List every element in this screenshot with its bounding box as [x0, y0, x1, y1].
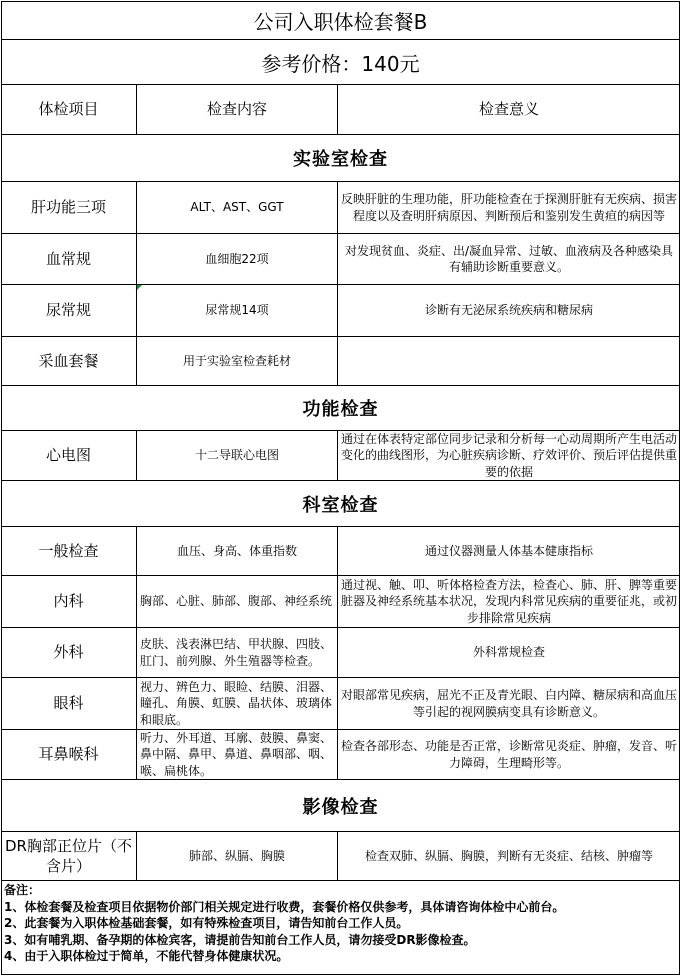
- row-meaning: 检查各部形态、功能是否正常，诊断常见炎症、肿瘤，发音、听力障碍，生理畸形等。: [341, 739, 678, 770]
- row-item: 眼科: [1, 678, 137, 729]
- header-content: 检查内容: [137, 85, 338, 134]
- table-row: [1, 730, 680, 780]
- row-meaning: [338, 337, 680, 385]
- table-row: [1, 678, 680, 730]
- reference-price: 参考价格：140元: [1, 40, 680, 85]
- cell-comment-marker: [137, 285, 142, 290]
- row-item: 采血套餐: [1, 337, 137, 385]
- row-item: 血常规: [1, 234, 137, 284]
- row-meaning: 对发现贫血、炎症、出/凝血异常、过敏、血液病及各种感染具有辅助诊断重要意义。: [344, 243, 674, 274]
- row-content: 尿常规14项: [137, 285, 338, 336]
- row-meaning: 外科常规检查: [472, 645, 545, 660]
- table-row: [1, 527, 680, 576]
- row-content: 肺部、纵膈、胸膜: [137, 832, 338, 880]
- row-meaning: 通过在体表特定部位同步记录和分析每一心动周期所产生电活动变化的曲线图形，为心脏疾病诊断、疗效评价、预后评估提供重要的依据: [341, 432, 678, 479]
- table-row: [1, 285, 680, 337]
- table-row: [1, 182, 680, 234]
- row-item: 心电图: [1, 431, 137, 480]
- note-item: 1、体检套餐及检查项目依据物价部门相关规定进行收费，套餐价格仅供参考，具体请咨询体检中心前台。: [4, 899, 565, 914]
- section-lab: 实验室检查: [1, 135, 680, 182]
- notes: [4, 882, 676, 965]
- section-imaging: 影像检查: [1, 780, 680, 832]
- row-content: 胸部、心脏、肺部、腹部、神经系统: [137, 576, 338, 627]
- table-header: [1, 85, 680, 135]
- header-item: 体检项目: [1, 85, 137, 134]
- notes-heading: 备注：: [4, 883, 41, 897]
- row-content: 十二导联心电图: [137, 431, 338, 480]
- row-meaning: 对眼部常见疾病，屈光不正及青光眼、白内障、糖尿病和高血压等引起的视网膜病变具有诊断意义。: [341, 688, 678, 719]
- row-content: 用于实验室检查耗材: [137, 337, 338, 385]
- row-meaning: 检查双肺、纵膈、胸膜，判断有无炎症、结核、肿瘤等: [364, 848, 653, 863]
- header-meaning: 检查意义: [478, 100, 539, 119]
- row-content: 皮肤、浅表淋巴结、甲状腺、四肢、肛门、前列腺、外生殖器等检查。: [137, 628, 338, 677]
- row-item: 耳鼻喉科: [1, 730, 137, 779]
- table-row: [1, 576, 680, 628]
- table-row: [1, 337, 680, 386]
- row-meaning: 通过仪器测量人体基本健康指标: [424, 543, 593, 558]
- row-item: 尿常规: [1, 285, 137, 336]
- row-item: 外科: [1, 628, 137, 677]
- row-meaning: 诊断有无泌尿系统疾病和糖尿病: [424, 303, 593, 318]
- row-item: DR胸部正位片（不含片）: [1, 832, 137, 880]
- table-row: [1, 431, 680, 481]
- table-row: [1, 628, 680, 678]
- page-title: 公司入职体检套餐B: [1, 1, 680, 40]
- note-item: 4、由于入职体检过于简单，不能代替身体健康状况。: [4, 949, 289, 963]
- row-content: 血细胞22项: [137, 234, 338, 284]
- table-row: [1, 832, 680, 881]
- section-department: 科室检查: [1, 481, 680, 527]
- row-item: 内科: [1, 576, 137, 627]
- section-function: 功能检查: [1, 386, 680, 431]
- row-content: ALT、AST、GGT: [137, 182, 338, 233]
- note-item: 2、此套餐为入职体检基础套餐，如有特殊检查项目，请告知前台工作人员。: [4, 916, 409, 930]
- row-meaning: 通过视、触、叩、听体格检查方法，检查心、肺、肝、脾等重要脏器及神经系统基本状况，发现内科常见疾病的重要征兆，或初步排除常见疾病: [341, 578, 678, 625]
- row-item: 肝功能三项: [1, 182, 137, 233]
- row-item: 一般检查: [1, 527, 137, 575]
- row-content: 血压、身高、体重指数: [137, 527, 338, 575]
- row-content: 视力、辨色力、眼睑、结膜、泪器、瞳孔、角膜、虹膜、晶状体、玻璃体和眼底。: [137, 678, 338, 729]
- note-item: 3、如有哺乳期、备孕期的体检宾客，请提前告知前台工作人员，请勿接受DR影像检查。: [4, 932, 476, 947]
- table-row: [1, 234, 680, 285]
- row-meaning: 反映肝脏的生理功能，肝功能检查在于探测肝脏有无疾病、损害程度以及查明肝病原因、判断预后和鉴别发生黄疸的病因等: [341, 192, 678, 223]
- row-content: 听力、外耳道、耳廓、鼓膜、鼻窦、鼻中隔、鼻甲、鼻道、鼻咽部、咽、喉、扁桃体。: [137, 730, 338, 779]
